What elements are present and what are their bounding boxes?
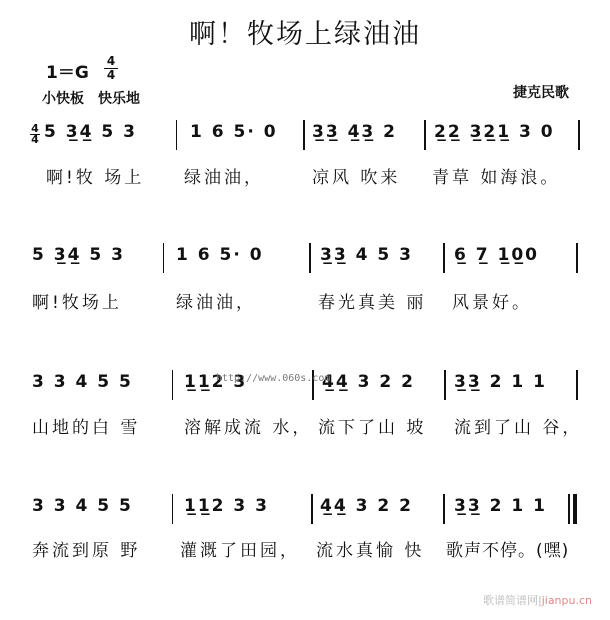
notation-row-2 bbox=[0, 243, 610, 277]
measure: 3 3 4 5 5 bbox=[32, 496, 133, 516]
barline bbox=[576, 243, 578, 273]
lyric-phrase: 啊!牧 场上 bbox=[46, 168, 145, 188]
lyric-phrase: 凉风 吹来 bbox=[312, 168, 401, 188]
time-signature-bottom: 4 bbox=[106, 68, 116, 82]
lyric-phrase: 啊!牧场上 bbox=[32, 293, 122, 313]
measure: 1 6 5· 0 bbox=[176, 245, 264, 265]
barline bbox=[444, 370, 446, 400]
site-footer: 歌谱简谱网|jianpu.cn bbox=[482, 594, 592, 607]
lyric-phrase: 流下了山 坡 bbox=[318, 418, 427, 438]
measure: 3̲3̲ 4̲3̲ 2 bbox=[312, 122, 397, 142]
barline bbox=[311, 494, 313, 524]
song-title: 啊！牧场上绿油油 bbox=[189, 19, 421, 50]
barline bbox=[303, 120, 305, 150]
lyric-phrase: 绿油油， bbox=[184, 168, 264, 188]
barline bbox=[163, 243, 164, 273]
composer-credit: 捷克民歌 bbox=[513, 85, 569, 101]
time-signature-top: 4 bbox=[106, 54, 116, 68]
lyric-phrase: 春光真美 丽 bbox=[318, 293, 427, 313]
lyrics-row-3 bbox=[0, 413, 610, 438]
barline bbox=[443, 494, 445, 524]
time-signature bbox=[104, 56, 118, 81]
watermark-url: http://www.060s.com bbox=[216, 373, 331, 384]
lyrics-row-2 bbox=[0, 288, 610, 313]
measure: 4̲4̲ 3 2 2 bbox=[322, 372, 415, 392]
measure: 4̲4̲ 3 2 2 bbox=[320, 496, 413, 516]
notation-row-1 bbox=[0, 120, 610, 154]
measure: 1̲1̲2 3 bbox=[184, 372, 248, 392]
lyric-phrase: 奔流到原 野 bbox=[32, 541, 141, 561]
measure: 2̲2̲ 3̲2̲1̲ 3 0 bbox=[434, 122, 555, 142]
lyric-phrase: 流水真愉 快 bbox=[316, 541, 425, 561]
lyric-phrase: 溶解成流 水， bbox=[184, 418, 313, 438]
measure: 3̲3̲ 2 1 1 bbox=[454, 372, 547, 392]
measure: 3̲3̲ 2 1 1 bbox=[454, 496, 547, 516]
barline bbox=[424, 120, 426, 150]
measure: 6̲ 7̲ 1̲0̲0 bbox=[454, 245, 539, 265]
lyric-phrase: 风景好。 bbox=[452, 293, 532, 313]
lyric-phrase: 灌溉了田园， bbox=[180, 541, 300, 561]
lyric-phrase: 流到了山 谷， bbox=[454, 418, 583, 438]
lyric-phrase: 山地的白 雪 bbox=[32, 418, 141, 438]
final-barline bbox=[568, 494, 578, 524]
lyric-phrase: 绿油油， bbox=[176, 293, 256, 313]
barline bbox=[443, 243, 445, 273]
row-time-signature: 4 4 bbox=[31, 122, 39, 146]
barline bbox=[578, 120, 580, 150]
barline bbox=[576, 370, 578, 400]
measure: 1̲1̲2 3 3 bbox=[184, 496, 269, 516]
lyrics-row-4 bbox=[0, 536, 610, 561]
measure: 5 3̲4̲ 5 3 bbox=[32, 245, 125, 265]
lyrics-row-1 bbox=[0, 163, 610, 188]
measure: 1 6 5· 0 bbox=[190, 122, 278, 142]
barline bbox=[172, 494, 173, 524]
barline bbox=[172, 370, 173, 400]
notation-row-4 bbox=[0, 494, 610, 528]
measure: 3 3 4 5 5 bbox=[32, 372, 133, 392]
footer-label: 歌谱简谱网 bbox=[482, 594, 538, 607]
barline bbox=[309, 243, 311, 273]
lyric-phrase: 青草 如海浪。 bbox=[432, 168, 561, 188]
footer-site: jianpu.cn bbox=[541, 594, 592, 607]
key-signature: 1＝G bbox=[46, 63, 89, 83]
measure: 5 3̲4̲ 5 3 bbox=[44, 122, 137, 142]
barline bbox=[176, 120, 177, 150]
measure: 3̲3̲ 4 5 3 bbox=[320, 245, 413, 265]
lyric-phrase: 歌声不停。(嘿) bbox=[446, 541, 570, 561]
tempo-marking: 小快板 快乐地 bbox=[42, 91, 140, 107]
